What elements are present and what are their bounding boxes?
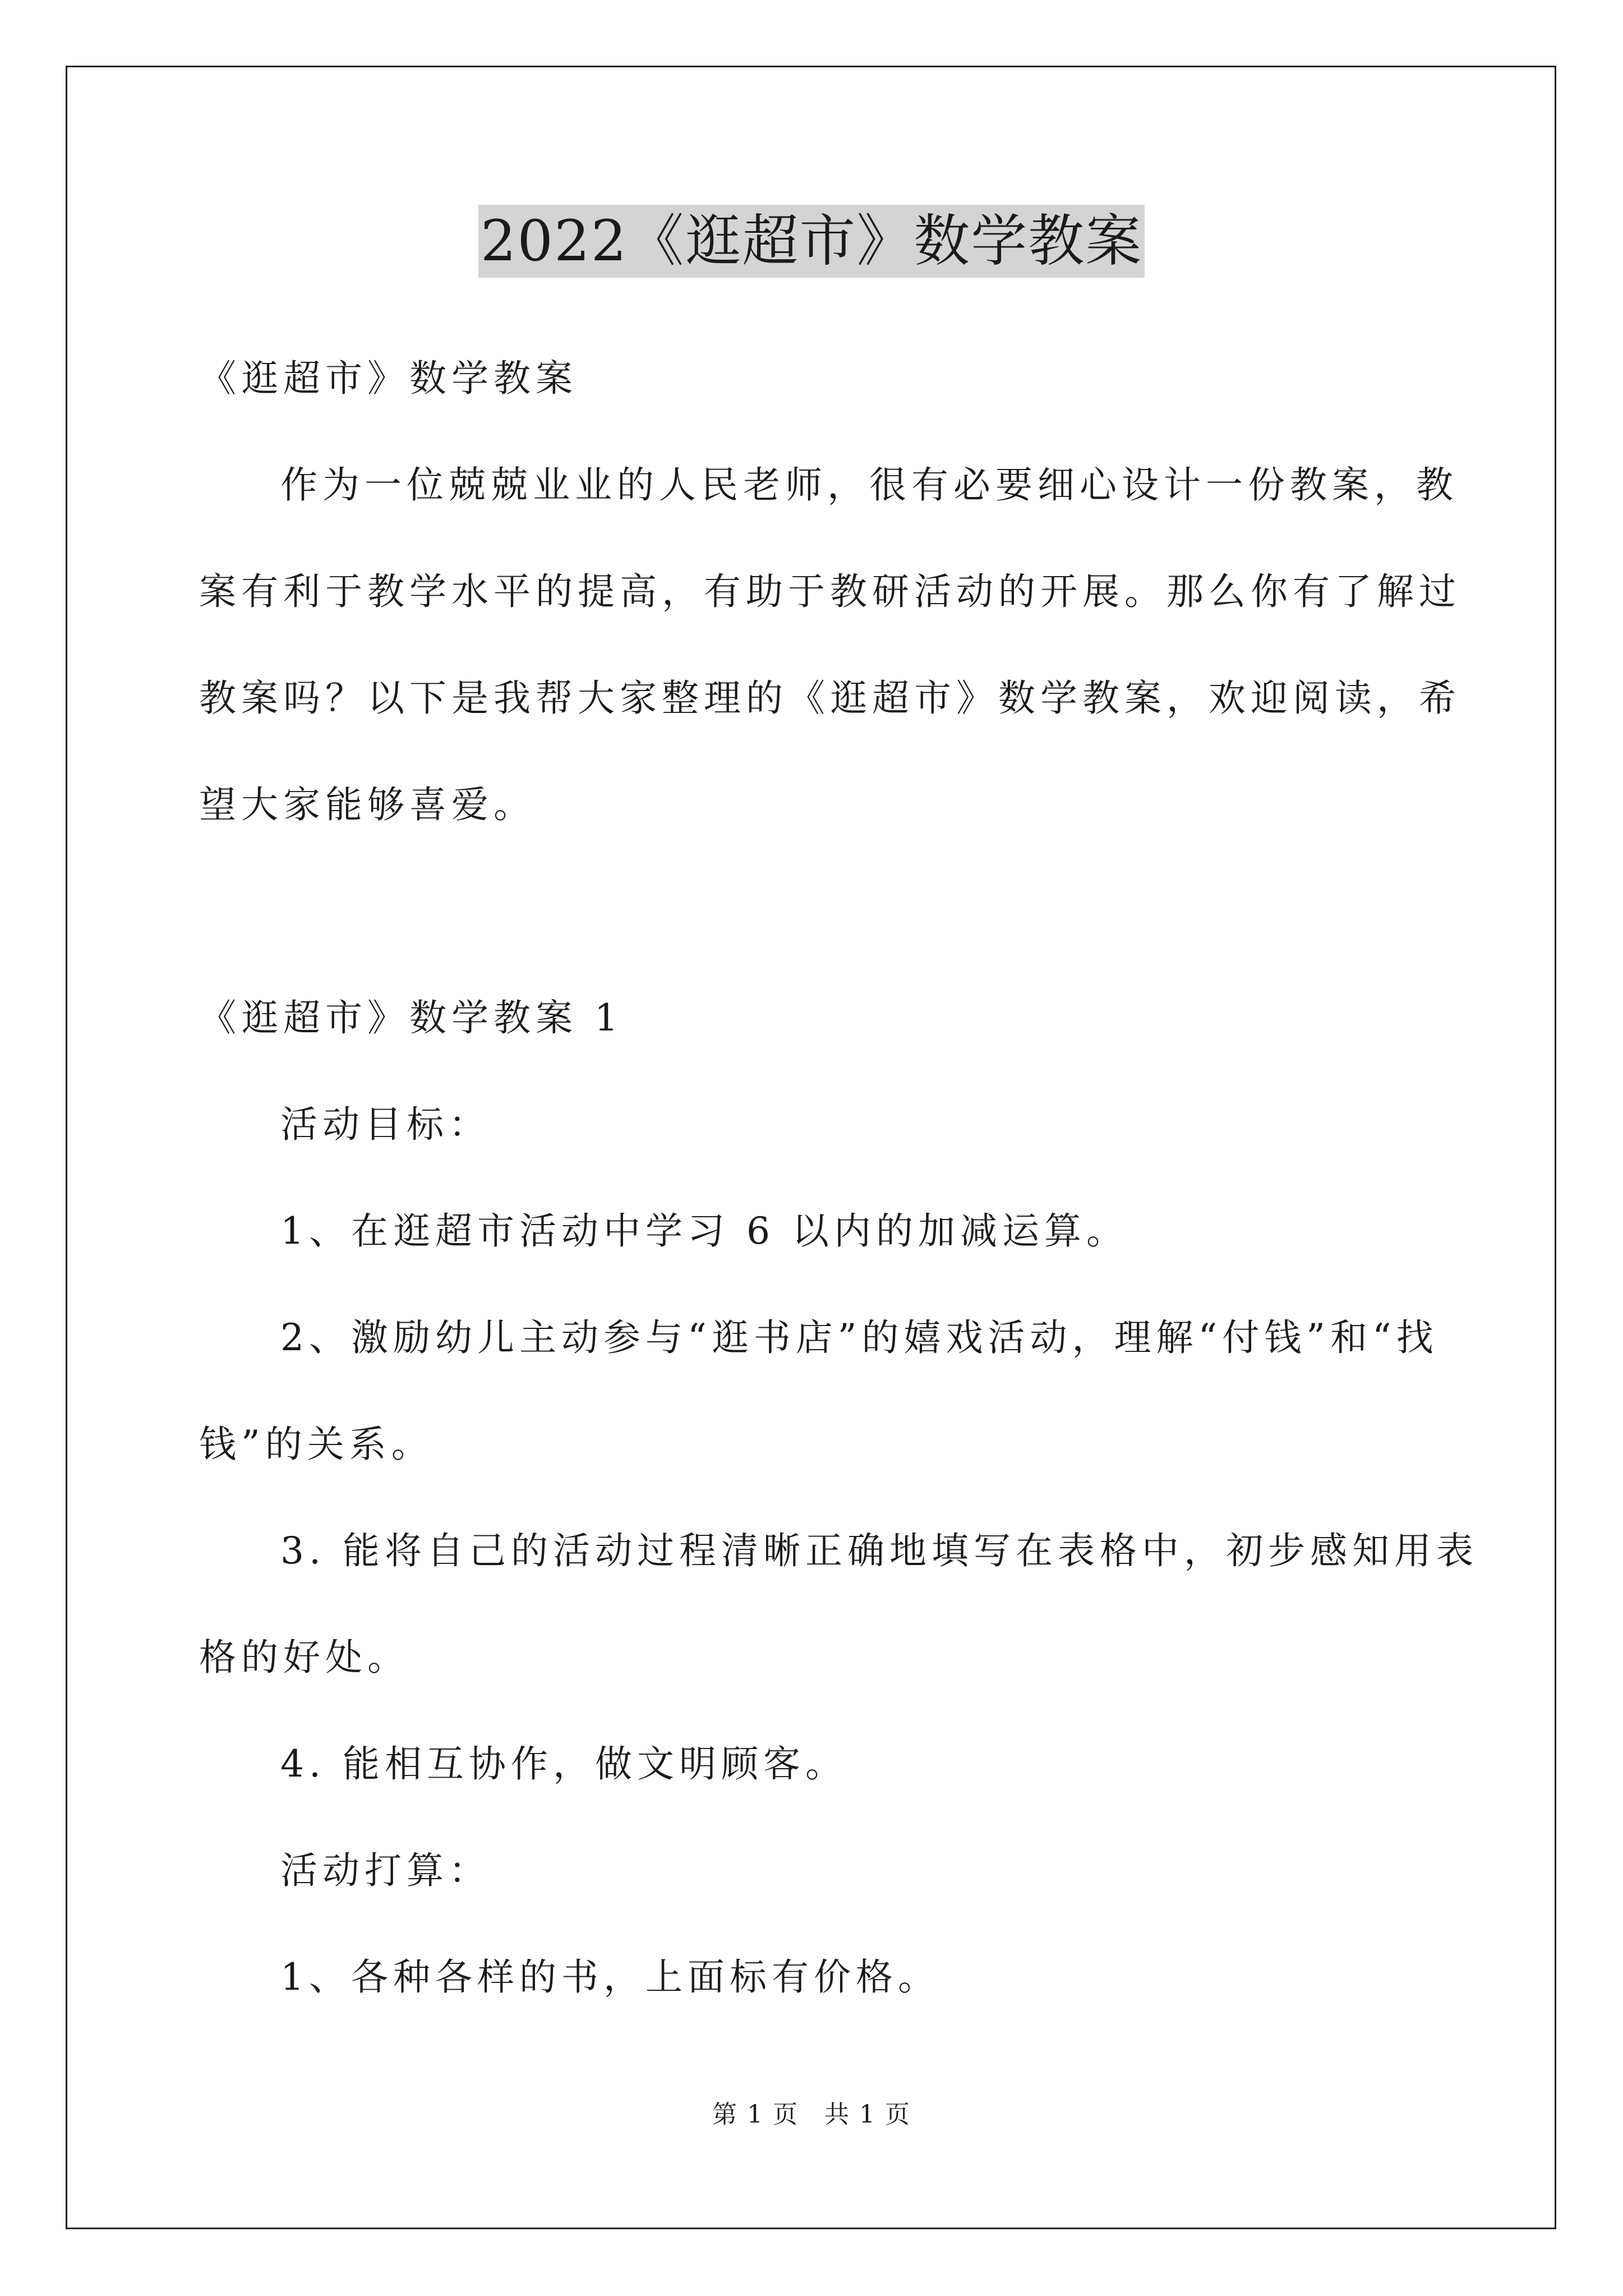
goal-2-line-2: 钱”的关系。: [199, 1423, 434, 1466]
title-wrap: [0, 205, 1623, 278]
intro-line-1: 作为一位兢兢业业的人民老师，很有必要细心设计一份教案，教: [280, 463, 1458, 507]
goal-4: 4. 能相互协作，做文明顾客。: [280, 1742, 847, 1786]
goal-3-line-2: 格的好处。: [199, 1636, 409, 1679]
intro-line-2: 案有利于教学水平的提高，有助于教研活动的开展。那么你有了解过: [199, 570, 1461, 613]
intro-line-4: 望大家能够喜爱。: [199, 783, 536, 826]
page-footer: 第 1 页 共 1 页: [712, 2100, 911, 2129]
prep-1: 1、各种各样的书，上面标有价格。: [280, 1955, 940, 1999]
document-subtitle: 《逛超市》数学教案: [199, 357, 578, 400]
goal-2-line-1: 2、激励幼儿主动参与“逛书店”的嬉戏活动，理解“付钱”和“找: [280, 1316, 1438, 1359]
goals-label: 活动目标：: [280, 1103, 491, 1146]
section-heading: 《逛超市》数学教案 1: [199, 996, 623, 1039]
document-title: 2022《逛超市》数学教案: [478, 205, 1145, 278]
goal-3-line-1: 3. 能将自己的活动过程清晰正确地填写在表格中，初步感知用表: [280, 1529, 1478, 1572]
prep-label: 活动打算：: [280, 1849, 491, 1892]
intro-line-3: 教案吗？以下是我帮大家整理的《逛超市》数学教案，欢迎阅读，希: [199, 677, 1461, 720]
goal-1: 1、在逛超市活动中学习 6 以内的加减运算。: [280, 1209, 1128, 1253]
